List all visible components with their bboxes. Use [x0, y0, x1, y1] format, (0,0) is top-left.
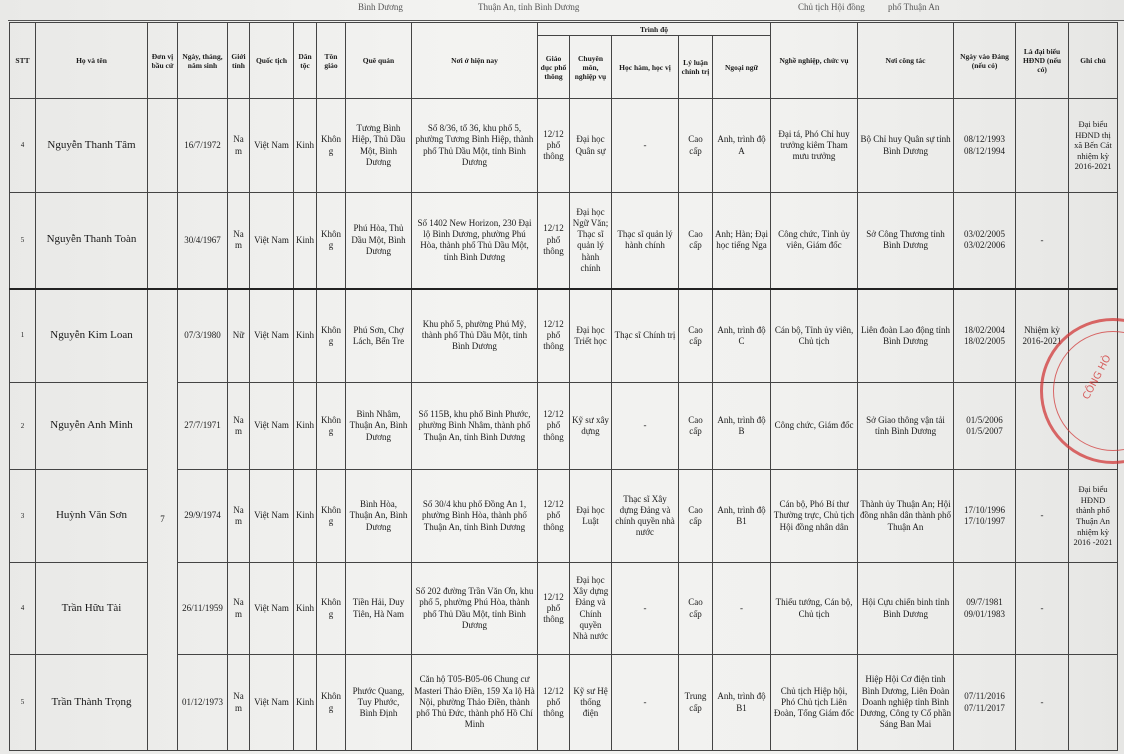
row-politics: Cao cấp	[679, 193, 713, 289]
row-party-date: 07/11/2016 07/11/2017	[954, 655, 1016, 751]
row-name: Huỳnh Văn Sơn	[36, 470, 148, 563]
row-specialty: Đại học Ngữ Văn; Thạc sĩ quản lý hành chính	[570, 193, 612, 289]
row-nationality: Việt Nam	[250, 383, 294, 470]
row-language: -	[713, 563, 771, 655]
row-politics: Trung cấp	[679, 655, 713, 751]
header-workplace: Nơi công tác	[858, 23, 954, 99]
row-stt: 2	[10, 383, 36, 470]
header-party-date: Ngày vào Đảng (nếu có)	[954, 23, 1016, 99]
row-note	[1069, 655, 1118, 751]
header-ethnicity: Dân tộc	[294, 23, 317, 99]
row-gender: Nam	[228, 193, 250, 289]
row-stt: 5	[10, 655, 36, 751]
row-dob: 07/3/1980	[178, 289, 228, 383]
row-dob: 26/11/1959	[178, 563, 228, 655]
header-nationality: Quốc tịch	[250, 23, 294, 99]
header-hometown: Quê quán	[346, 23, 412, 99]
row-general-edu: 12/12 phổ thông	[538, 193, 570, 289]
row-delegate: -	[1016, 563, 1069, 655]
row-occupation: Công chức, Tỉnh ủy viên, Giám đốc	[771, 193, 858, 289]
row-workplace: Liên đoàn Lao động tỉnh Bình Dương	[858, 289, 954, 383]
row-hometown: Phú Hòa, Thủ Dầu Một, Bình Dương	[346, 193, 412, 289]
row-dob: 01/12/1973	[178, 655, 228, 751]
row-specialty: Đại học Quân sự	[570, 99, 612, 193]
row-ethnicity: Kinh	[294, 99, 317, 193]
seal-lettering: CÔNG HÒ	[1081, 353, 1114, 402]
row-ethnicity: Kinh	[294, 289, 317, 383]
row-ethnicity: Kinh	[294, 470, 317, 563]
header-general-edu: Giáo dục phổ thông	[538, 36, 570, 99]
row-occupation: Chủ tịch Hiệp hội, Phó Chủ tịch Liên Đoàn, Tổng Giám đốc	[771, 655, 858, 751]
row-unit	[148, 99, 178, 193]
row-delegate: -	[1016, 470, 1069, 563]
row-religion: Không	[317, 655, 346, 751]
row-general-edu: 12/12 phổ thông	[538, 99, 570, 193]
header-name: Họ và tên	[36, 23, 148, 99]
header-residence: Nơi ở hiện nay	[412, 23, 538, 99]
row-name: Trần Thành Trọng	[36, 655, 148, 751]
row-specialty: Kỹ sư Hệ thống điện	[570, 655, 612, 751]
row-residence: Số 30/4 khu phố Đồng An 1, phường Bình Hòa, thành phố Thuận An, tỉnh Bình Dương	[412, 470, 538, 563]
row-residence: Số 1402 New Horizon, 230 Đại lộ Bình Dương, phường Phú Hòa, thành phố Thủ Dầu Một, tỉnh Bình Dương	[412, 193, 538, 289]
row-religion: Không	[317, 383, 346, 470]
row-stt: 3	[10, 470, 36, 563]
row-general-edu: 12/12 phổ thông	[538, 563, 570, 655]
row-degree: -	[612, 99, 679, 193]
row-specialty: Đại học Xây dựng Đảng và Chính quyền Nhà nước	[570, 563, 612, 655]
row-religion: Không	[317, 99, 346, 193]
row-delegate	[1016, 99, 1069, 193]
row-party-date: 01/5/2006 01/5/2007	[954, 383, 1016, 470]
row-party-date: 18/02/2004 18/02/2005	[954, 289, 1016, 383]
row-delegate: Nhiệm kỳ 2016-2021	[1016, 289, 1069, 383]
row-delegate: -	[1016, 193, 1069, 289]
row-dob: 30/4/1967	[178, 193, 228, 289]
row-party-date: 08/12/1993 08/12/1994	[954, 99, 1016, 193]
row-dob: 29/9/1974	[178, 470, 228, 563]
header-specialty: Chuyên môn, nghiệp vụ	[570, 36, 612, 99]
row-workplace: Hiệp Hội Cơ điện tỉnh Bình Dương, Liên Đoàn Doanh nghiệp tỉnh Bình Dương, Công ty Cổ phần Sáng Ban Mai	[858, 655, 954, 751]
row-ethnicity: Kinh	[294, 563, 317, 655]
header-stt: STT	[10, 23, 36, 99]
row-language: Anh, trình độ B1	[713, 655, 771, 751]
row-politics: Cao cấp	[679, 563, 713, 655]
header-gender: Giới tính	[228, 23, 250, 99]
row-residence: Số 202 đường Trần Văn Ơn, khu phố 5, phường Phú Hòa, thành phố Thủ Dầu Một, tỉnh Bình Dương	[412, 563, 538, 655]
row-nationality: Việt Nam	[250, 99, 294, 193]
row-residence: Khu phố 5, phường Phú Mỹ, thành phố Thủ Dầu Một, tỉnh Bình Dương	[412, 289, 538, 383]
row-name: Nguyễn Kim Loan	[36, 289, 148, 383]
row-name: Nguyễn Thanh Tâm	[36, 99, 148, 193]
row-unit: 7	[148, 289, 178, 751]
row-name: Nguyễn Anh Minh	[36, 383, 148, 470]
row-language: Anh, trình độ C	[713, 289, 771, 383]
header-unit: Đơn vị bầu cử	[148, 23, 178, 99]
row-politics: Cao cấp	[679, 99, 713, 193]
row-religion: Không	[317, 563, 346, 655]
row-language: Anh, trình độ B1	[713, 470, 771, 563]
row-degree: Thạc sĩ Chính trị	[612, 289, 679, 383]
row-gender: Nam	[228, 563, 250, 655]
candidate-rows	[10, 99, 1118, 751]
row-degree: -	[612, 563, 679, 655]
table-row	[10, 193, 1118, 289]
row-hometown: Bình Hòa, Thuận An, Bình Dương	[346, 470, 412, 563]
row-stt: 4	[10, 99, 36, 193]
row-degree: -	[612, 655, 679, 751]
row-specialty: Đại học Triết học	[570, 289, 612, 383]
row-gender: Nam	[228, 99, 250, 193]
row-workplace: Hội Cựu chiến binh tỉnh Bình Dương	[858, 563, 954, 655]
row-nationality: Việt Nam	[250, 193, 294, 289]
header-degree: Học hàm, học vị	[612, 36, 679, 99]
row-politics: Cao cấp	[679, 470, 713, 563]
row-degree: -	[612, 383, 679, 470]
header-religion: Tôn giáo	[317, 23, 346, 99]
row-note: Đại biểu HĐND thành phố Thuận An nhiệm kỳ 2016 -2021	[1069, 470, 1118, 563]
row-name: Nguyễn Thanh Toàn	[36, 193, 148, 289]
row-occupation: Công chức, Giám đốc	[771, 383, 858, 470]
row-gender: Nam	[228, 470, 250, 563]
row-degree: Thạc sĩ Xây dựng Đảng và chính quyền nhà nước	[612, 470, 679, 563]
row-nationality: Việt Nam	[250, 563, 294, 655]
row-general-edu: 12/12 phổ thông	[538, 289, 570, 383]
row-stt: 1	[10, 289, 36, 383]
row-nationality: Việt Nam	[250, 655, 294, 751]
row-workplace: Sở Công Thương tỉnh Bình Dương	[858, 193, 954, 289]
row-workplace: Sở Giao thông vận tải tỉnh Bình Dương	[858, 383, 954, 470]
previous-page-strip	[8, 0, 1124, 21]
row-nationality: Việt Nam	[250, 470, 294, 563]
row-nationality: Việt Nam	[250, 289, 294, 383]
row-residence: Số 115B, khu phố Bình Phước, phường Bình Nhâm, thành phố Thuận An, tỉnh Bình Dương	[412, 383, 538, 470]
row-ethnicity: Kinh	[294, 655, 317, 751]
row-occupation: Đại tá, Phó Chỉ huy trưởng kiêm Tham mưu trưởng	[771, 99, 858, 193]
row-occupation: Cán bộ, Phó Bí thư Thường trực, Chủ tịch Hội đồng nhân dân	[771, 470, 858, 563]
row-stt: 4	[10, 563, 36, 655]
row-specialty: Kỹ sư xây dựng	[570, 383, 612, 470]
row-language: Anh, trình độ A	[713, 99, 771, 193]
strip-text-1: Bình Dương	[358, 2, 403, 12]
row-note	[1069, 193, 1118, 289]
row-hometown: Phú Sơn, Chợ Lách, Bến Tre	[346, 289, 412, 383]
row-unit	[148, 193, 178, 289]
row-residence: Số 8/36, tổ 36, khu phố 5, phường Tương Bình Hiệp, thành phố Thủ Dầu Một, tỉnh Bình Dương	[412, 99, 538, 193]
row-specialty: Đại học Luật	[570, 470, 612, 563]
row-general-edu: 12/12 phổ thông	[538, 383, 570, 470]
row-gender: Nam	[228, 655, 250, 751]
row-gender: Nam	[228, 383, 250, 470]
row-stt: 5	[10, 193, 36, 289]
row-note	[1069, 563, 1118, 655]
header-occupation: Nghề nghiệp, chức vụ	[771, 23, 858, 99]
header-delegate: Là đại biểu HĐND (nếu có)	[1016, 23, 1069, 99]
row-ethnicity: Kinh	[294, 383, 317, 470]
header-language: Ngoại ngữ	[713, 36, 771, 99]
row-degree: Thạc sĩ quản lý hành chính	[612, 193, 679, 289]
table-row	[10, 289, 1118, 383]
row-dob: 16/7/1972	[178, 99, 228, 193]
row-dob: 27/7/1971	[178, 383, 228, 470]
header-education-group: Trình độ	[538, 23, 771, 36]
row-workplace: Thành ủy Thuận An; Hội đồng nhân dân thành phố Thuận An	[858, 470, 954, 563]
row-religion: Không	[317, 470, 346, 563]
row-note: Đại biểu HĐND thị xã Bến Cát nhiệm kỳ 2016-2021	[1069, 99, 1118, 193]
row-occupation: Thiếu tướng, Cán bộ, Chủ tịch	[771, 563, 858, 655]
row-general-edu: 12/12 phổ thông	[538, 470, 570, 563]
table-row	[10, 99, 1118, 193]
row-delegate: -	[1016, 655, 1069, 751]
row-hometown: Tiền Hải, Duy Tiên, Hà Nam	[346, 563, 412, 655]
row-party-date: 17/10/1996 17/10/1997	[954, 470, 1016, 563]
row-politics: Cao cấp	[679, 383, 713, 470]
strip-text-3: Chủ tịch Hội đồng	[798, 2, 865, 12]
row-gender: Nữ	[228, 289, 250, 383]
row-religion: Không	[317, 193, 346, 289]
row-hometown: Bình Nhâm, Thuận An, Bình Dương	[346, 383, 412, 470]
header-politics: Lý luận chính trị	[679, 36, 713, 99]
row-hometown: Phước Quang, Tuy Phước, Bình Định	[346, 655, 412, 751]
candidate-table	[9, 22, 1118, 751]
row-hometown: Tương Bình Hiệp, Thủ Dầu Một, Bình Dương	[346, 99, 412, 193]
row-general-edu: 12/12 phổ thông	[538, 655, 570, 751]
strip-text-2: Thuận An, tỉnh Bình Dương	[478, 2, 580, 12]
row-party-date: 09/7/1981 09/01/1983	[954, 563, 1016, 655]
row-language: Anh; Hàn; Đại học tiếng Nga	[713, 193, 771, 289]
row-politics: Cao cấp	[679, 289, 713, 383]
header-note: Ghi chú	[1069, 23, 1118, 99]
row-language: Anh, trình độ B	[713, 383, 771, 470]
row-ethnicity: Kinh	[294, 193, 317, 289]
header-dob: Ngày, tháng, năm sinh	[178, 23, 228, 99]
row-workplace: Bộ Chỉ huy Quân sự tỉnh Bình Dương	[858, 99, 954, 193]
row-name: Trần Hữu Tài	[36, 563, 148, 655]
row-party-date: 03/02/2005 03/02/2006	[954, 193, 1016, 289]
row-occupation: Cán bộ, Tỉnh ủy viên, Chủ tịch	[771, 289, 858, 383]
strip-text-4: phố Thuận An	[888, 2, 940, 12]
row-religion: Không	[317, 289, 346, 383]
row-residence: Căn hộ T05-B05-06 Chung cư Masteri Thảo Điền, 159 Xa lộ Hà Nội, phường Thảo Điền, thành phố Thủ Đức, thành phố Hồ Chí Minh	[412, 655, 538, 751]
